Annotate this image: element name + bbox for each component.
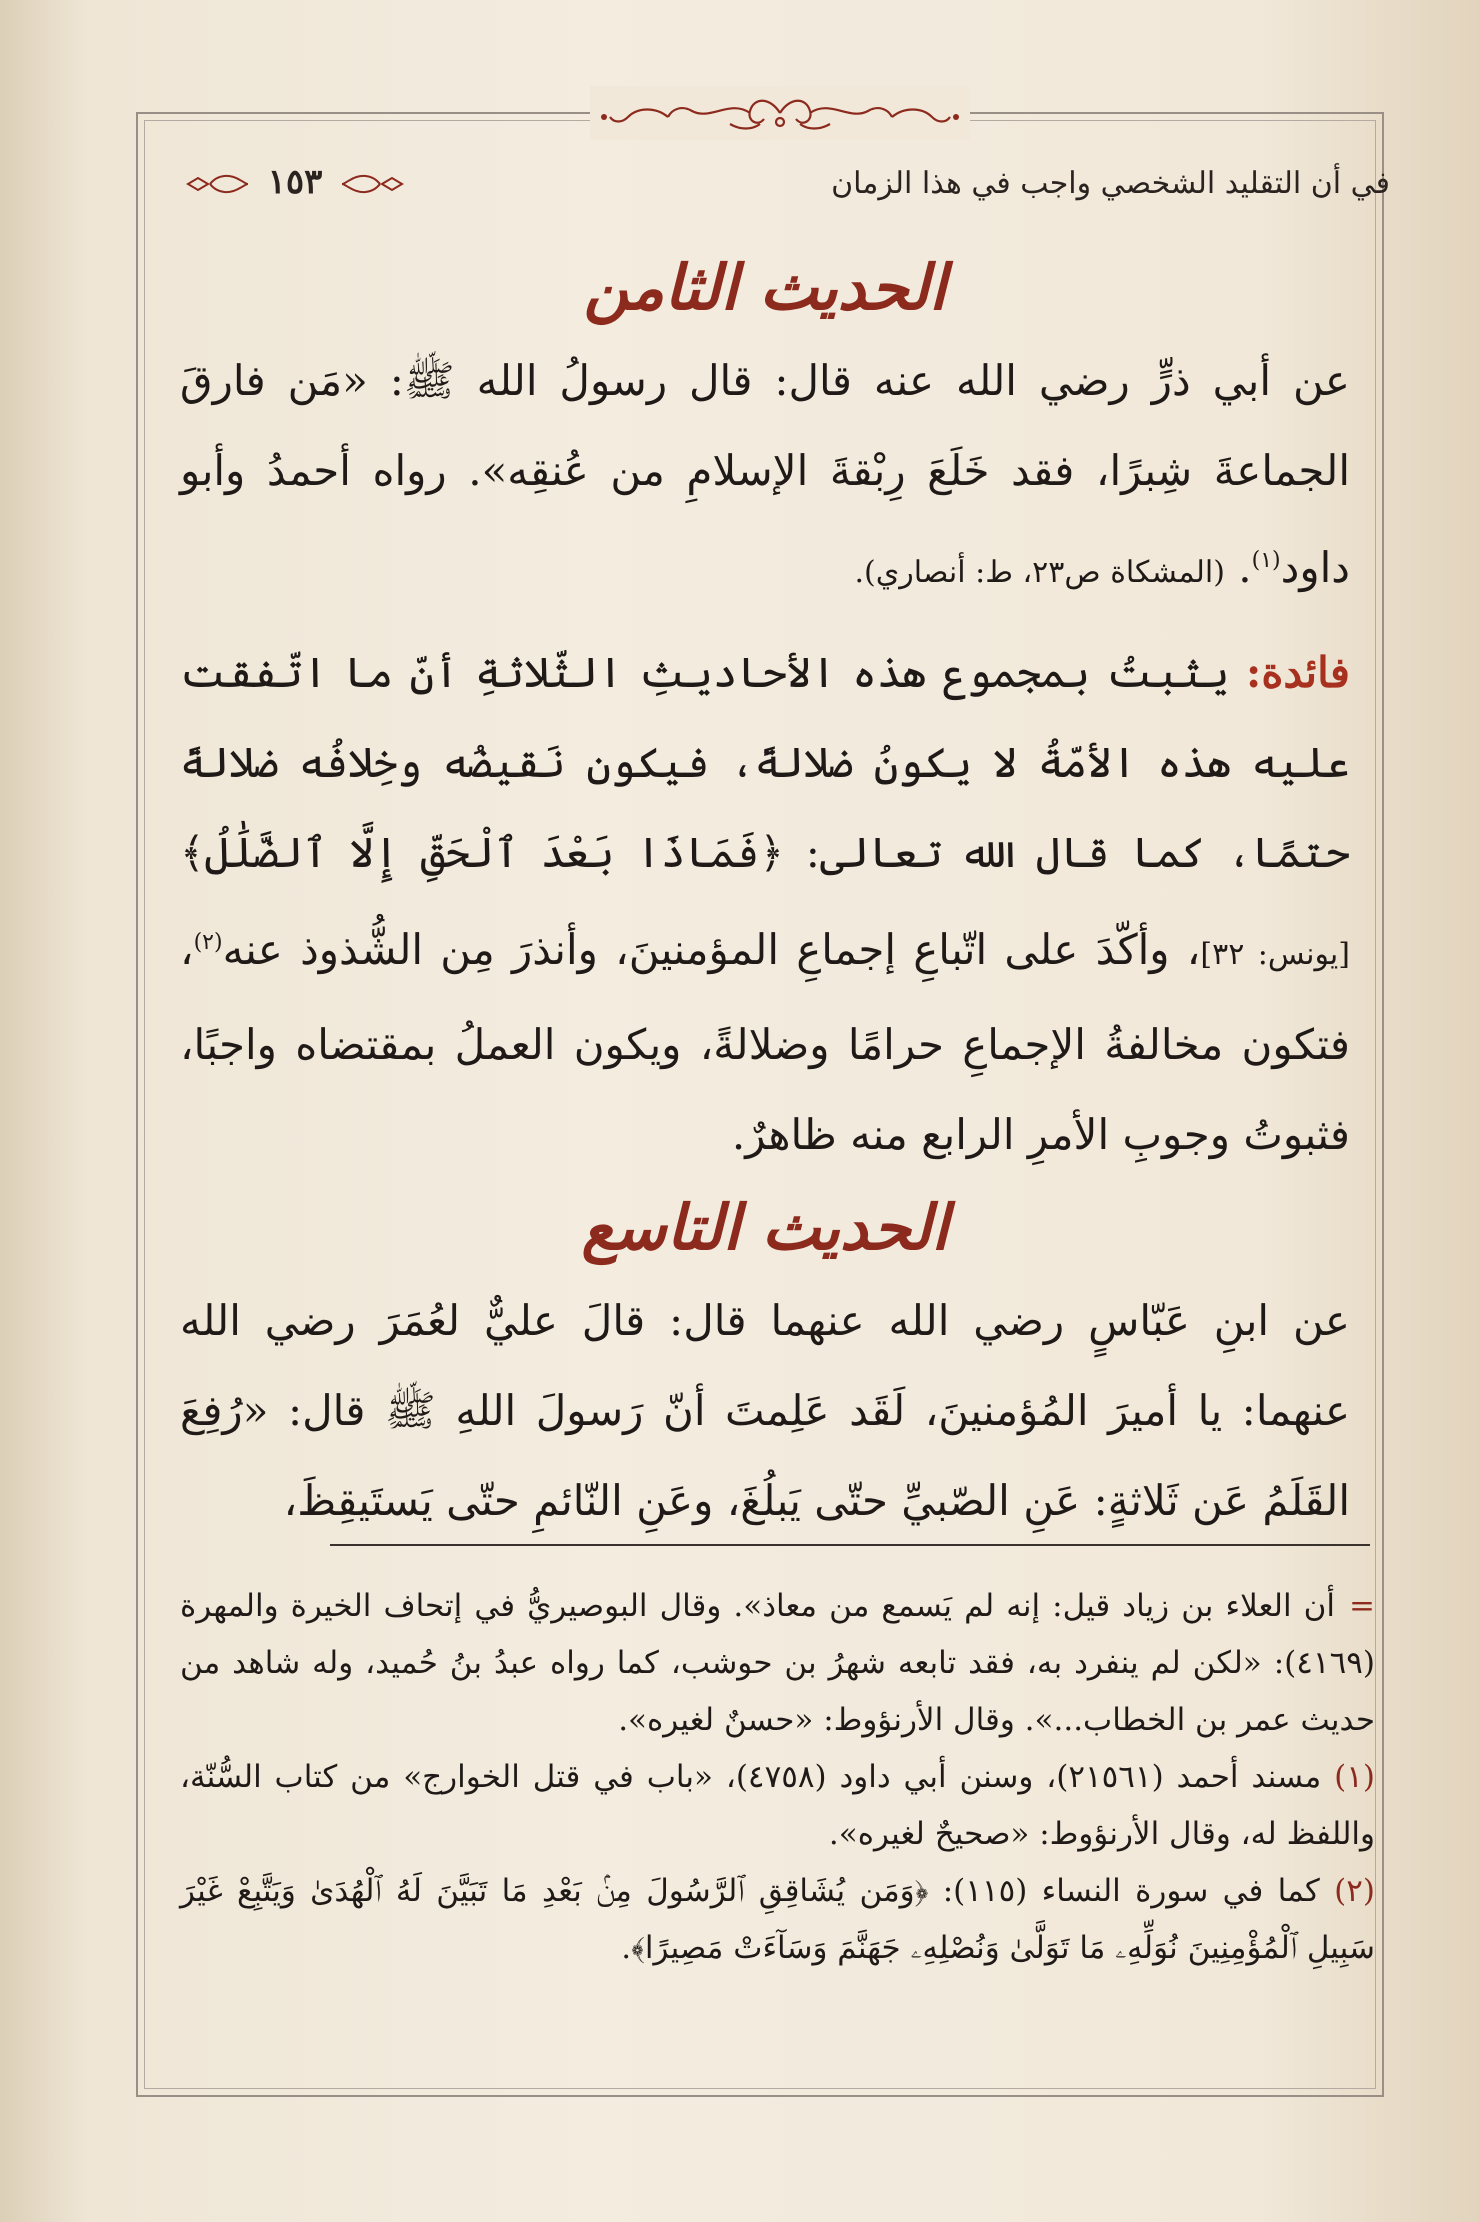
faida-text-1: يثبتُ بمجموع هذه الأحاديثِ الثّلاثةِ أنّ ما اتّفقت عليه هذه الأمّةُ لا يكونُ ضلالةً، فيكون نَقيضُه وخِلافُه ضلالةً حتمًا، كما قال الله تعالى: ﴿فَمَاذَا بَعْدَ ٱلْحَقِّ إِلَّا ٱلضَّلَٰلُ﴾ <box>180 648 1350 877</box>
footnote-marker-2[interactable]: (٢) <box>193 930 223 955</box>
footnote-continued-text: أن العلاء بن زياد قيل: إنه لم يَسمع من معاذ». وقال البوصيريُّ في إتحاف الخيرة والمهرة (٤١٦٩): «لكن لم ينفرد به، فقد تابعه شهرُ بن حوشب، كما رواه عبدُ بنُ حُميد، وله شاهد من حديث عمر بن الخطاب...». وقال الأرنؤوط: «حسنٌ لغيره». <box>180 1588 1375 1738</box>
running-title: في أن التقليد الشخصي واجب في هذا الزمان <box>831 166 1390 201</box>
faida-text-2: ، وأكّدَ على اتّباعِ إجماعِ المؤمنينَ، وأنذرَ مِن الشُّذوذ عنه <box>222 925 1201 974</box>
faida-text-3: ، فتكون مخالفةُ الإجماعِ حرامًا وضلالةً، ويكون العملُ بمقتضاه واجبًا، فثبوتُ وجوبِ الأمرِ الرابع منه ظاهرٌ. <box>180 925 1350 1159</box>
hadith-8-paragraph: عن أبي ذرٍّ رضي الله عنه قال: قال رسولُ الله ﷺ: «مَن فارقَ الجماعةَ شِبرًا، فقد خَلَعَ رِبْقةَ الإسلامِ من عُنقِه». رواه أحمدُ وأبو داود$^{(١)}$. (المشكاة ص٢٣، ط: أنصاري). <box>180 356 1350 592</box>
verse-reference: [يونس: ٣٢] <box>1200 937 1350 972</box>
hadith-8-citation: (المشكاة ص٢٣، ط: أنصاري). <box>854 555 1225 590</box>
page-number: ١٥٣ <box>267 162 323 202</box>
footnote-continued <box>180 1578 1375 1749</box>
hadith-8-heading: الحديث الثامن <box>583 251 947 324</box>
page-number-box <box>180 158 410 210</box>
faida-label: فائدة: <box>1245 648 1350 697</box>
main-content <box>180 240 1350 1546</box>
footnote-divider <box>330 1544 1370 1546</box>
page-header <box>180 158 1390 218</box>
footnote-2-number: (٢) <box>1334 1873 1375 1909</box>
top-ornament-icon <box>590 86 970 140</box>
hadith-9-heading: الحديث التاسع <box>581 1191 949 1264</box>
footnote-2 <box>180 1863 1375 1977</box>
footnote-marker-1[interactable]: (١) <box>1251 548 1281 573</box>
hadith-9-text: عن ابنِ عَبّاسٍ رضي الله عنهما قال: قالَ عليٌّ لعُمَرَ رضي الله عنهما: يا أميرَ المُؤمنينَ، لَقَد عَلِمتَ أنّ رَسولَ اللهِ ﷺ قال: «رُفِعَ القَلَمُ عَن ثَلاثةٍ: عَنِ الصّبيِّ حتّى يَبلُغَ، وعَنِ النّائمِ حتّى يَستَيقِظَ، <box>180 1296 1351 1525</box>
footnote-2-text: كما في سورة النساء (١١٥): ﴿وَمَن يُشَاقِقِ ٱلرَّسُولَ مِنۢ بَعْدِ مَا تَبَيَّنَ لَهُ ٱلْهُدَىٰ وَيَتَّبِعْ غَيْرَ سَبِيلِ ٱلْمُؤْمِنِينَ نُوَلِّهِۦ مَا تَوَلَّىٰ وَنُصْلِهِۦ جَهَنَّمَ وَسَآءَتْ مَصِيرًا﴾. <box>180 1873 1375 1966</box>
footnote-1 <box>180 1749 1375 1863</box>
hadith-8-text: عن أبي ذرٍّ رضي الله عنه قال: قال رسولُ الله ﷺ: «مَن فارقَ الجماعةَ شِبرًا، فقد خَلَعَ رِبْقةَ الإسلامِ من عُنقِه». رواه أحمدُ وأبو داود <box>180 356 1350 592</box>
footnotes-section <box>180 1578 1375 1977</box>
continuation-marker: = <box>1349 1588 1375 1624</box>
footnote-1-number: (١) <box>1334 1759 1375 1795</box>
footnote-1-text: مسند أحمد (٢١٥٦١)، وسنن أبي داود (٤٧٥٨)، «باب في قتل الخوارج» من كتاب السُّنّة، واللفظ له، وقال الأرنؤوط: «صحيحٌ لغيره». <box>180 1759 1375 1852</box>
faida-paragraph <box>180 628 1350 1180</box>
